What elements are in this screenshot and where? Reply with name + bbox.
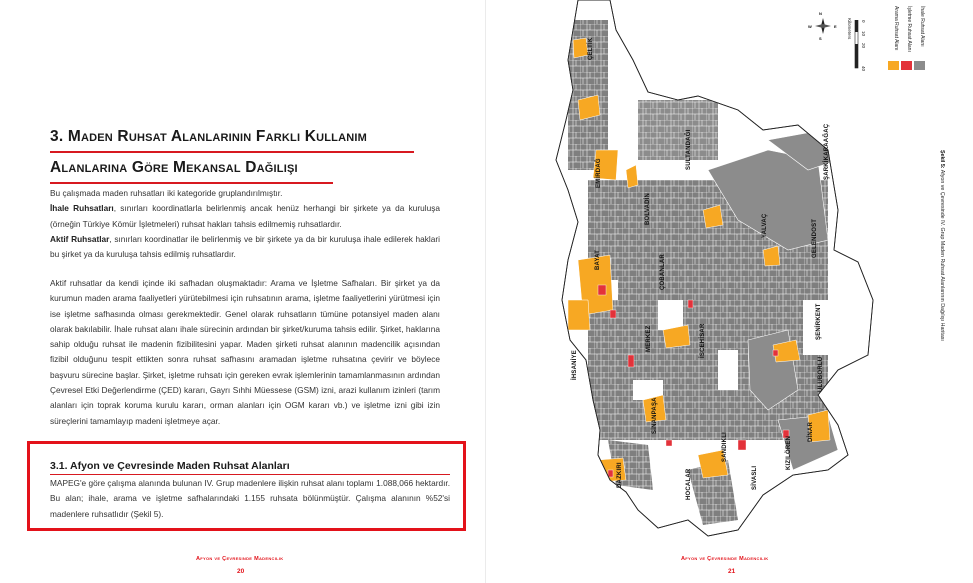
map-graphic [538,0,888,545]
place-cobanlar: ÇOBANLAR [660,254,666,290]
compass-icon [813,16,833,36]
place-ihsaniye: İHSANİYE [572,350,578,380]
ihale-text: , sınırları koordinatlarla belirlenmiş ancak henüz herhangi bir şirkete ya da kuruluşa (örneğin Türkiye Kömür İşletmeleri) ruhsat hakları tahsis edilmemiş ruhsatlardır. [50,203,440,229]
compass-s: S [819,36,822,41]
footer-right-title: Afyon ve Çevresinde Madencilik [681,556,769,562]
legend-label-ihale: İhale Ruhsat Alanı [919,6,925,47]
caption-text: Afyon ve Çevresinde IV. Grup Maden Ruhsat Alanlarının Dağılışı Haritası [939,168,945,341]
place-emirdag: EMİRDAĞ [596,158,602,188]
place-senirkent: ŞENİRKENT [816,303,822,340]
place-iscehisar: İSCEHİSAR [700,323,706,358]
place-sinanpasa: SİNANPAŞA [652,397,658,434]
place-celtik: ÇELTİK [588,37,594,60]
section-title [50,122,430,184]
compass-rose [813,16,833,36]
place-merkez: MERKEZ [646,325,652,352]
legend-label-isletme: İşletme Ruhsat Alanı [906,6,912,52]
ihale-label: İhale Ruhsatları [50,203,114,214]
place-kiziloren: KIZILÖREN [786,435,792,470]
section-title-line2: Alanlarına Göre Mekansal Dağılışı [50,153,333,184]
paragraph-aktif [50,232,440,263]
subsection-text: MAPEG'e göre çalışma alanında bulunan IV. Grup madenlere ilişkin ruhsat alanı toplamı 1.088,066 hektardır. Bu alan; ihale, arama ve işletme safhalarındaki 1.155 ruhsata bölünmüştür. Çalışma alanının %52'si madenlere ruhsatlıdır (Şekil 5). [50,478,450,519]
place-sultandagi: SULTANDAĞI [686,129,692,170]
place-yalvac: YALVAÇ [762,213,768,238]
legend-swatch-ihale [914,61,925,70]
paragraph-phases [50,276,440,429]
legend-label-arama: Arama Ruhsat Alanı [893,6,899,51]
figure-caption [939,150,945,341]
place-dinar: DİNAR [808,422,814,442]
place-sivasli: SİVASLI [752,465,758,490]
place-gelendost: GELENDOST [812,218,818,258]
scale-tick-40: 40 [861,66,866,72]
compass-w: W [808,24,812,29]
compass-e: E [834,24,837,29]
aktif-label: Aktif Ruhsatlar [50,233,110,244]
subsection-underline [50,474,450,475]
place-sandikli: SANDIKLI [722,432,728,462]
place-sarkikaraagac: ŞARKİKARAAĞAÇ [824,123,830,180]
paragraph-ihale [50,201,440,232]
footer-right-page: 21 [728,568,736,575]
subsection-highlight-box [27,441,466,531]
footer-left-page: 20 [237,568,245,575]
subsection-title: 3.1. Afyon ve Çevresinde Maden Ruhsat Alanları [50,460,290,472]
section-title-line1: 3. Maden Ruhsat Alanlarının Farklı Kullanım [50,122,414,153]
compass-n: N [819,11,823,16]
footer-left-title: Afyon ve Çevresinde Madencilik [196,556,284,562]
place-bayat: BAYAT [595,249,601,270]
scale-tick-0: 0 [861,20,866,23]
map-legend [888,6,938,76]
legend-swatch-isletme [901,61,912,70]
aktif-text: , sınırları koordinatlar ile belirlenmiş ve bir şirkete ya da bir kuruluşa ihale edilerek haklari bu şirket ya da kuruluşa tahsis edilmiş ruhsatlardır. [50,233,440,260]
caption-label: Şekil 5: [939,150,945,169]
paragraph-definitions [50,186,440,262]
scale-tick-20: 20 [861,43,866,49]
phases-text: Aktif ruhsatlar da kendi içinde iki safhadan oluşmaktadır: Arama ve İşletme Safhaları. Bir şirket ya da kurumun maden arama faaliyetleri yürütebilmesi için ruhsatının arama, işletme faaliyetlerini yürütmesi için ise işletme safhasında olması gerekmektedir. Genel olarak ruhsatların tümüne potansiyel maden alanı olarak bakılabilir. İhale ruhsat alanı ihale sürecinin ardından bir şirket/kuruma tahsis edilir. Şirket, haklarına sahip olduğu ruhsat ile madenin fizibilitesini yapar. Maden şirketi ruhsat alanının madencilik açısından fizibil olduğunu tespit ettikten sonra ruhsat safhasını aramadan işletme ruhsatına çevirir ve böylece başvuru sürecine başlar. Şirket, işletme ruhsatı için gereken evrak işlemlerinin tamamlanmasının ardından Çevresel Etki Değerlendirme (ÇED) kararı, Gayrı Sıhhi Müessese (GSM) izni, arazi kullanım izinleri (tarım alanları için toprak koruma kurulu kararı, orman alanları için OGM kararı vb.) ve işletme izni gibi izin süreçlerini tamamlayıp madeni işletmeye açar. [50,278,440,426]
scale-unit: Kilometers [847,18,852,40]
place-uluborlu: ULUBORLU [818,356,824,392]
paragraph-intro: Bu çalışmada maden ruhsatları iki kategoride gruplandırılmıştır. [50,188,283,198]
license-map [538,0,888,545]
place-bolvadin: BOLVADİN [645,192,651,225]
place-hocalar: HOCALAR [686,468,692,500]
place-dazkiri: DAZKIRI [617,462,623,488]
legend-swatch-arama [888,61,899,70]
scale-tick-10: 10 [861,31,866,37]
